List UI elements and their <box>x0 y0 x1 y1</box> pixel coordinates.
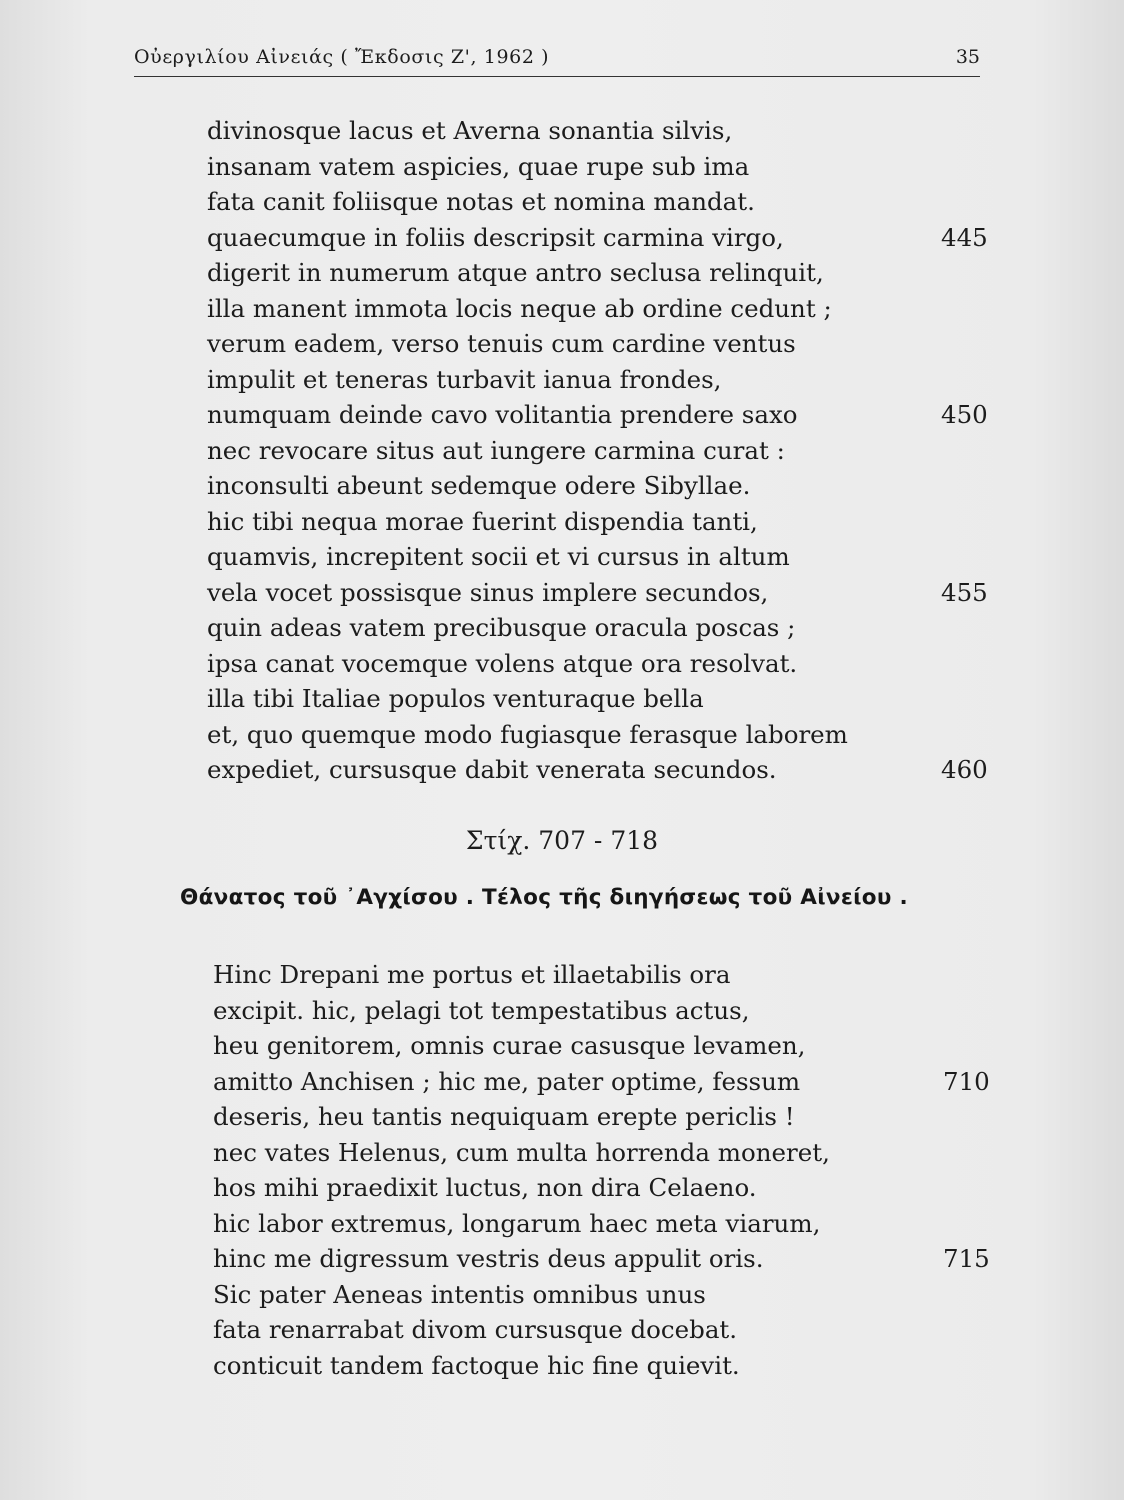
verse-range-label: Στίχ. 707 - 718 <box>465 826 659 855</box>
verse-text: amitto Anchisen ; hic me, pater optime, fessum <box>213 1066 801 1096</box>
verse-line <box>207 646 848 682</box>
verse-line <box>213 1277 830 1313</box>
verse-text: fata canit foliisque notas et nomina mandat. <box>207 187 755 216</box>
verse-text: quamvis, increpitent socii et vi cursus in altum <box>207 542 790 571</box>
verse-text: hinc me digressum vestris deus appulit oris. <box>213 1244 764 1273</box>
verse-line <box>213 1099 830 1135</box>
verse-line <box>213 1348 830 1384</box>
verse-line <box>207 220 988 256</box>
verse-text: vela vocet possisque sinus implere secundos, <box>207 577 769 607</box>
verse-line <box>207 113 848 149</box>
verse-text: fata renarrabat divom cursusque docebat. <box>213 1315 738 1344</box>
line-number: 445 <box>941 222 988 252</box>
verse-text: digerit in numerum atque antro seclusa relinquit, <box>207 258 824 287</box>
verse-text: deseris, heu tantis nequiquam erepte periclis ! <box>213 1102 795 1131</box>
verse-text: quin adeas vatem precibusque oracula poscas ; <box>207 613 796 642</box>
page-number: 35 <box>955 46 980 68</box>
verse-text: expediet, cursusque dabit venerata secundos. <box>207 755 777 784</box>
verse-text: insanam vatem aspicies, quae rupe sub ima <box>207 151 750 181</box>
verse-line <box>207 539 848 575</box>
verse-text: hos mihi praedixit luctus, non dira Celaeno. <box>213 1173 757 1202</box>
verse-line <box>213 1170 830 1206</box>
verse-line <box>213 957 830 993</box>
verse-text: et, quo quemque modo fugiasque ferasque laborem <box>207 719 848 749</box>
line-number: 450 <box>941 400 988 429</box>
verse-line <box>207 504 848 540</box>
verse-text: quaecumque in foliis descripsit carmina virgo, <box>207 222 784 252</box>
verse-text: Hinc Drepani me portus et illaetabilis ora <box>213 960 731 989</box>
verse-line <box>207 397 988 433</box>
verse-line <box>207 184 848 220</box>
verse-line <box>207 681 848 717</box>
verse-text: illa tibi Italiae populos venturaque bella <box>207 684 704 713</box>
verse-line <box>213 993 830 1029</box>
verse-passage-2 <box>213 957 990 1383</box>
verse-line <box>207 717 848 753</box>
running-title: Οὐεργιλίου Αἰνειάς ( Ἔκδοσις Ζ', 1962 ) <box>134 46 550 68</box>
verse-passage-1 <box>207 113 988 788</box>
line-number: 455 <box>941 577 988 607</box>
verse-text: numquam deinde cavo volitantia prendere saxo <box>207 400 798 429</box>
verse-line <box>213 1312 830 1348</box>
verse-line <box>207 752 988 788</box>
verse-line <box>207 326 848 362</box>
verse-text: divinosque lacus et Averna sonantia silvis, <box>207 116 733 145</box>
verse-line <box>207 149 848 185</box>
verse-line <box>207 575 988 611</box>
verse-line <box>213 1028 830 1064</box>
section-heading: Θάνατος τοῦ ᾿Αγχίσου . Τέλος τῆς διηγήσεως τοῦ Αἰνείου . <box>180 885 908 910</box>
verse-text: inconsulti abeunt sedemque odere Sibyllae. <box>207 471 751 500</box>
verse-line <box>213 1064 990 1100</box>
verse-line <box>207 433 848 469</box>
verse-line <box>207 255 848 291</box>
line-number: 460 <box>941 755 988 784</box>
running-head <box>134 42 980 77</box>
line-number: 710 <box>943 1066 990 1096</box>
verse-text: conticuit tandem factoque hic fine quievit. <box>213 1350 740 1380</box>
verse-text: illa manent immota locis neque ab ordine cedunt ; <box>207 293 832 323</box>
line-number: 715 <box>943 1244 990 1273</box>
verse-line <box>213 1241 990 1277</box>
verse-text: ipsa canat vocemque volens atque ora resolvat. <box>207 648 798 678</box>
verse-line <box>207 362 848 398</box>
verse-line <box>213 1206 830 1242</box>
verse-line <box>207 468 848 504</box>
verse-text: heu genitorem, omnis curae casusque levamen, <box>213 1031 806 1060</box>
verse-text: excipit. hic, pelagi tot tempestatibus actus, <box>213 995 750 1025</box>
verse-text: verum eadem, verso tenuis cum cardine ventus <box>207 329 796 358</box>
verse-line <box>207 291 848 327</box>
verse-text: Sic pater Aeneas intentis omnibus unus <box>213 1279 706 1309</box>
verse-text: impulit et teneras turbavit ianua frondes, <box>207 364 722 394</box>
verse-text: nec vates Helenus, cum multa horrenda moneret, <box>213 1137 830 1167</box>
verse-line <box>213 1135 830 1171</box>
verse-text: nec revocare situs aut iungere carmina curat : <box>207 435 785 465</box>
verse-text: hic tibi nequa morae fuerint dispendia tanti, <box>207 506 758 536</box>
verse-text: hic labor extremus, longarum haec meta viarum, <box>213 1208 821 1238</box>
verse-line <box>207 610 848 646</box>
